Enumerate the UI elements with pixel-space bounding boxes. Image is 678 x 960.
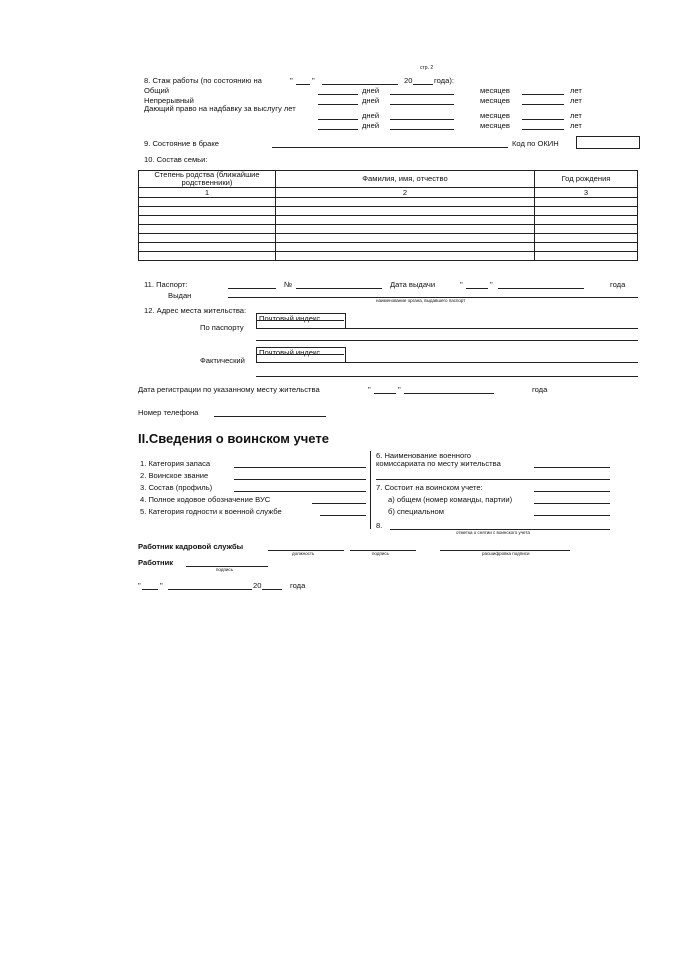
fitness-category-label: 5. Категория годности к военной службе bbox=[140, 507, 282, 516]
marital-status-label: 9. Состояние в браке bbox=[144, 139, 220, 148]
seniority-continuous-months-field[interactable] bbox=[390, 104, 454, 105]
passport-number-field[interactable] bbox=[296, 288, 382, 289]
passport-label: 11. Паспорт: bbox=[144, 280, 188, 289]
passport-issued-label: Выдан bbox=[168, 291, 192, 300]
composition-field[interactable] bbox=[234, 491, 366, 492]
postal-index-label-1: Почтовый индекс bbox=[259, 314, 321, 323]
hr-signature-hint: подпись bbox=[372, 551, 390, 556]
seniority-title: 8. Стаж работы (по состоянию на bbox=[144, 76, 262, 85]
deregistration-label: 8. bbox=[376, 521, 383, 530]
footer-quote-close: " bbox=[160, 581, 163, 590]
seniority-bonus-days-field[interactable] bbox=[318, 119, 358, 120]
footer-day-field[interactable] bbox=[142, 589, 158, 590]
seniority-extra-years: лет bbox=[570, 121, 582, 130]
vus-code-label: 4. Полное кодовое обозначение ВУС bbox=[140, 495, 271, 504]
registration-date-label: Дата регистрации по указанному месту жительства bbox=[138, 385, 320, 394]
passport-issued-hint: наименование органа, выдавшего паспорт bbox=[376, 298, 466, 303]
military-registration-label: 7. Состоит на воинском учете: bbox=[376, 483, 483, 492]
seniority-continuous-years: лет bbox=[570, 96, 582, 105]
composition-label: 3. Состав (профиль) bbox=[140, 483, 213, 492]
seniority-year-prefix: 20 bbox=[404, 76, 413, 85]
address-by-passport-field-2[interactable] bbox=[256, 340, 638, 341]
seniority-year-suffix: года): bbox=[434, 76, 454, 85]
page-number: стр. 2 bbox=[420, 65, 434, 71]
section2-heading: Сведения о воинском учете bbox=[148, 431, 329, 446]
seniority-total-months-field[interactable] bbox=[390, 94, 454, 95]
family-header-name: Фамилия, имя, отчество bbox=[276, 171, 535, 188]
table-row[interactable] bbox=[139, 252, 638, 261]
commissariat-field-2[interactable] bbox=[376, 479, 610, 480]
fitness-category-field[interactable] bbox=[320, 515, 366, 516]
section2-title bbox=[138, 432, 329, 445]
seniority-continuous-months: месяцев bbox=[480, 96, 510, 105]
military-rank-label: 2. Воинское звание bbox=[140, 471, 209, 480]
reserve-category-field[interactable] bbox=[234, 467, 366, 468]
seniority-continuous-days-field[interactable] bbox=[318, 104, 358, 105]
seniority-bonus-days: дней bbox=[362, 111, 380, 120]
family-col-number: 3 bbox=[535, 188, 638, 198]
table-row[interactable] bbox=[139, 243, 638, 252]
reserve-category-label: 1. Категория запаса bbox=[140, 459, 211, 468]
special-registration-label: б) специальном bbox=[388, 507, 444, 516]
family-header-relation: Степень родства (ближайшие родственники) bbox=[139, 171, 276, 188]
seniority-month-field[interactable] bbox=[322, 84, 398, 85]
passport-number-sign: № bbox=[284, 280, 293, 289]
seniority-bonus-months: месяцев bbox=[480, 111, 510, 120]
military-registration-field[interactable] bbox=[534, 491, 610, 492]
vus-code-field[interactable] bbox=[312, 503, 366, 504]
postal-index-divider bbox=[256, 320, 344, 321]
commissariat-label-2: комиссариата по месту жительства bbox=[376, 459, 501, 468]
employee-signature-hint: подпись bbox=[216, 567, 234, 572]
seniority-total-days-field[interactable] bbox=[318, 94, 358, 95]
commissariat-field[interactable] bbox=[534, 467, 610, 468]
seniority-bonus-months-field[interactable] bbox=[390, 119, 454, 120]
seniority-total-years-field[interactable] bbox=[522, 94, 564, 95]
seniority-day-field[interactable] bbox=[296, 84, 310, 85]
family-col-number: 2 bbox=[276, 188, 535, 198]
special-registration-field[interactable] bbox=[534, 515, 610, 516]
registration-month-field[interactable] bbox=[404, 393, 494, 394]
footer-year-field[interactable] bbox=[262, 589, 282, 590]
table-row[interactable] bbox=[139, 234, 638, 243]
registration-day-field[interactable] bbox=[374, 393, 396, 394]
section2-roman: II. bbox=[138, 431, 149, 446]
general-registration-label: а) общем (номер команды, партии) bbox=[388, 495, 513, 504]
footer-year-prefix: 20 bbox=[253, 581, 262, 590]
seniority-quote-close: " bbox=[312, 76, 315, 85]
table-row[interactable] bbox=[139, 198, 638, 207]
family-label: 10. Состав семьи: bbox=[144, 155, 208, 164]
passport-series-field[interactable] bbox=[228, 288, 276, 289]
phone-field[interactable] bbox=[214, 416, 326, 417]
seniority-total-months: месяцев bbox=[480, 86, 510, 95]
passport-day-field[interactable] bbox=[466, 288, 488, 289]
family-col-number: 1 bbox=[139, 188, 276, 198]
general-registration-field[interactable] bbox=[534, 503, 610, 504]
footer-quote-open: " bbox=[138, 581, 141, 590]
military-rank-field[interactable] bbox=[234, 479, 366, 480]
registration-quote-close: " bbox=[398, 385, 401, 394]
registration-quote-open: " bbox=[368, 385, 371, 394]
seniority-extra-years-field[interactable] bbox=[522, 129, 564, 130]
okin-code-box[interactable] bbox=[576, 136, 640, 149]
seniority-bonus-years-field[interactable] bbox=[522, 119, 564, 120]
footer-year-label: года bbox=[290, 581, 306, 590]
address-actual-label: Фактический bbox=[200, 356, 245, 365]
registration-year-label: года bbox=[532, 385, 548, 394]
family-header-year: Год рождения bbox=[535, 171, 638, 188]
passport-date-label: Дата выдачи bbox=[390, 280, 436, 289]
seniority-extra-days-field[interactable] bbox=[318, 129, 358, 130]
passport-date-quote-open: " bbox=[460, 280, 463, 289]
seniority-continuous-label: Непрерывный bbox=[144, 96, 194, 105]
commissariat-label: 6. Наименование военного bbox=[376, 451, 472, 460]
family-table bbox=[138, 170, 638, 261]
seniority-continuous-years-field[interactable] bbox=[522, 104, 564, 105]
deregistration-hint: отметка о снятии с воинского учета bbox=[456, 530, 530, 535]
postal-index-divider bbox=[256, 354, 344, 355]
seniority-bonus-years: лет bbox=[570, 111, 582, 120]
phone-label: Номер телефона bbox=[138, 408, 199, 417]
address-actual-field-2[interactable] bbox=[256, 376, 638, 377]
okin-label: Код по ОКИН bbox=[512, 139, 559, 148]
hr-position-hint: должность bbox=[292, 551, 315, 556]
passport-year-label: года bbox=[610, 280, 626, 289]
hr-decoding-hint: расшифровка подписи bbox=[482, 551, 530, 556]
address-by-passport-label: По паспорту bbox=[200, 323, 244, 332]
seniority-extra-months-field[interactable] bbox=[390, 129, 454, 130]
footer-month-field[interactable] bbox=[168, 589, 252, 590]
seniority-year-field[interactable] bbox=[413, 84, 433, 85]
employee-label: Работник bbox=[138, 558, 174, 567]
table-row[interactable] bbox=[139, 207, 638, 216]
marital-status-field[interactable] bbox=[272, 147, 508, 148]
passport-month-field[interactable] bbox=[498, 288, 584, 289]
seniority-bonus-label: Дающий право на надбавку за выслугу лет bbox=[144, 104, 296, 113]
seniority-total-label: Общий bbox=[144, 86, 169, 95]
address-label: 12. Адрес места жительства: bbox=[144, 306, 247, 315]
address-by-passport-field[interactable] bbox=[256, 328, 638, 329]
table-row[interactable] bbox=[139, 216, 638, 225]
seniority-extra-days: дней bbox=[362, 121, 380, 130]
seniority-quote-open: " bbox=[290, 76, 293, 85]
seniority-total-days: дней bbox=[362, 86, 380, 95]
seniority-continuous-days: дней bbox=[362, 96, 380, 105]
table-row[interactable] bbox=[139, 225, 638, 234]
passport-date-quote-close: " bbox=[490, 280, 493, 289]
seniority-extra-months: месяцев bbox=[480, 121, 510, 130]
postal-index-label-2: Почтовый индекс bbox=[259, 348, 321, 357]
address-actual-field[interactable] bbox=[256, 362, 638, 363]
seniority-total-years: лет bbox=[570, 86, 582, 95]
section2-divider bbox=[370, 451, 371, 529]
hr-worker-label: Работник кадровой службы bbox=[138, 542, 244, 551]
